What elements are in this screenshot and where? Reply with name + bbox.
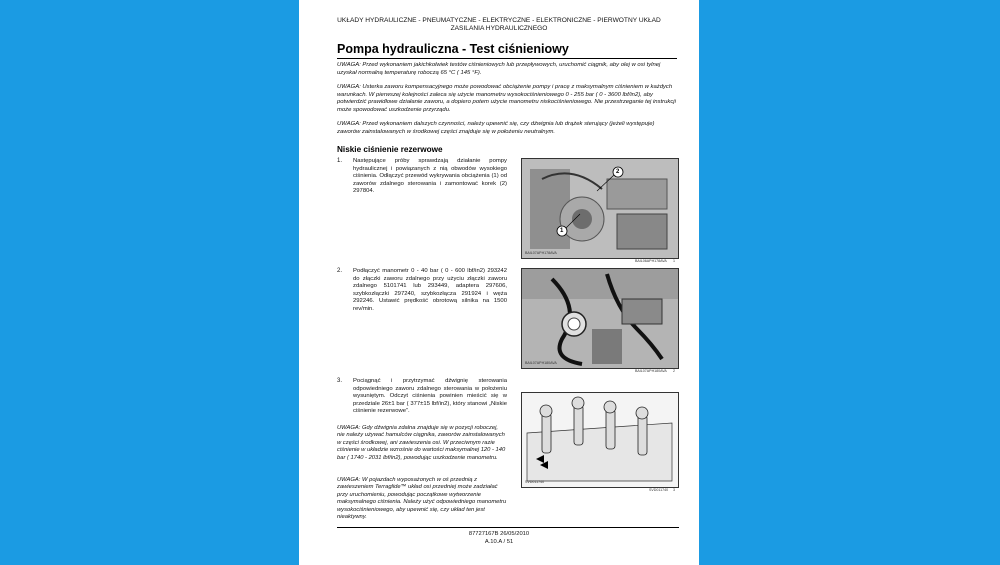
figure-2-number: 2 [673,369,675,373]
step-2-number: 2. [337,268,343,274]
step-3-number: 3. [337,378,343,384]
footer-rule [337,527,679,528]
note-1: UWAGA: Przed wykonaniem jakichkolwiek testów ciśnieniowych lub przepływowych, uruchomić ciągnik, aby olej w osi tylnej uzyskał normalną temperaturę roboczą 65 °C ( 145 °F). [337,62,661,76]
figure-2-ref: BAIL07APH180AVA [635,369,667,373]
figure-1-number: 1 [673,259,675,263]
step-2-text: Podłączyć manometr 0 - 40 bar ( 0 - 600 lbf/in2) 293242 do złączki zaworu zdalnego przy użyciu złączki zaworu zdalnego 5101741 lub 293449, adaptera 297606, szybkozłączki 297240, szybkozłącza 291924 i węża 292246. Ustawić prędkość obrotową silnika na 1500 rev/min. [353,268,507,312]
document-page [299,0,699,565]
figure-1-photo [521,158,679,259]
figure-2-photo [521,268,679,369]
figure-1-ref: BAIL06APH178AVA [635,259,667,263]
figure-3-ref: SVD011740 [649,488,669,492]
page-title: Pompa hydrauliczna - Test ciśnieniowy [337,42,677,59]
running-header [319,17,679,33]
figure-2-code: BAIL07APH180AVA [525,361,557,365]
figure-3-code: SVD011740 [525,480,545,484]
step-1-number: 1. [337,158,343,164]
figure-1-drawing [522,159,678,258]
callout-1: 1 [560,228,564,234]
header-line-1: UKŁADY HYDRAULICZNE - PNEUMATYCZNE - ELEKTRYCZNE - ELEKTRONICZNE - PIERWOTNY UKŁAD [337,17,661,24]
step-1-text: Następujące próby sprawdzają działanie pompy hydraulicznej i powiązanych z nią obwodów wysokiego ciśnienia. Odłączyć przewód wykrywania obciążenia (1) od zaworów zdalnego sterowania i zamontować korek (2) 297804. [353,158,507,195]
figure-3-drawing [521,392,679,488]
footer-page-number: A.10.A / 51 [484,539,514,545]
section-subheading: Niskie ciśnienie rezerwowe [337,145,443,154]
callout-2: 2 [616,169,620,175]
footer-code: 87727167B 26/05/2010 [468,531,530,537]
note-3: UWAGA: Przed wykonaniem dalszych czynności, należy upewnić się, czy dźwignia lub drążek sterujący (jeżeli występuje) zaworów zainstalowanych w środkowej części znajduje się w położeniu neutralnym. [337,121,655,135]
figure-3-lineart [522,393,678,487]
step-3-text: Pociągnąć i przytrzymać dźwignię sterowania odpowiedniego zaworu zdalnego sterowania w położeniu wysuniętym. Odczyt ciśnienia powinien mieścić się w przedziale 26±1 bar ( 377±15 lbf/in2), który stanowi „Niskie ciśnienie rezerwowe”. [353,378,507,415]
note-2: UWAGA: Usterka zaworu kompensacyjnego może powodować obciążenie pompy i pracę z maksymalnym ciśnieniem w każdych warunkach. W pierwszej kolejności zaleca się użycie manometru wysokociśnieniowego 0 - 255 bar ( 0 - 3600 lbf/in2), aby potwierdzić prawidłowe działanie zaworu, a dopiero potem użycie manometru niskociśnieniowego. Nie przestrzeganie tej instrukcji może spowodować uszkodzenie przyrządu. [337,84,676,113]
figure-1-code: BAIL07APH178AVA [525,251,557,255]
step-3-note-1: UWAGA: Gdy dźwignia zdalna znajduje się w pozycji roboczej, nie należy używać hamulców ciągnika, zaworów zainstalowanych w części środkowej, ani zawieszenia osi. W przeciwnym razie ciśnienie w układzie wzrośnie do wartości maksymalnej 120 - 140 bar ( 1740 - 2031 lbf/in2), powodując uszkodzenie manometru. [337,425,506,461]
figure-2-drawing [522,269,678,368]
header-line-2: ZASILANIA HYDRAULICZNEGO [450,25,548,32]
figure-3-number: 3 [673,488,675,492]
step-3-note-2: UWAGA: W pojazdach wyposażonych w oś przednią z zawieszeniem Terraglide™ układ osi przedniej może zadziałać przy uruchomieniu, powodując początkowe wytworzenie maksymalnego ciśnienia. Należy użyć odpowiedniego manometru wysokociśnieniowego, aby upewnić się, czy układ ten jest nieaktywny. [337,477,507,521]
